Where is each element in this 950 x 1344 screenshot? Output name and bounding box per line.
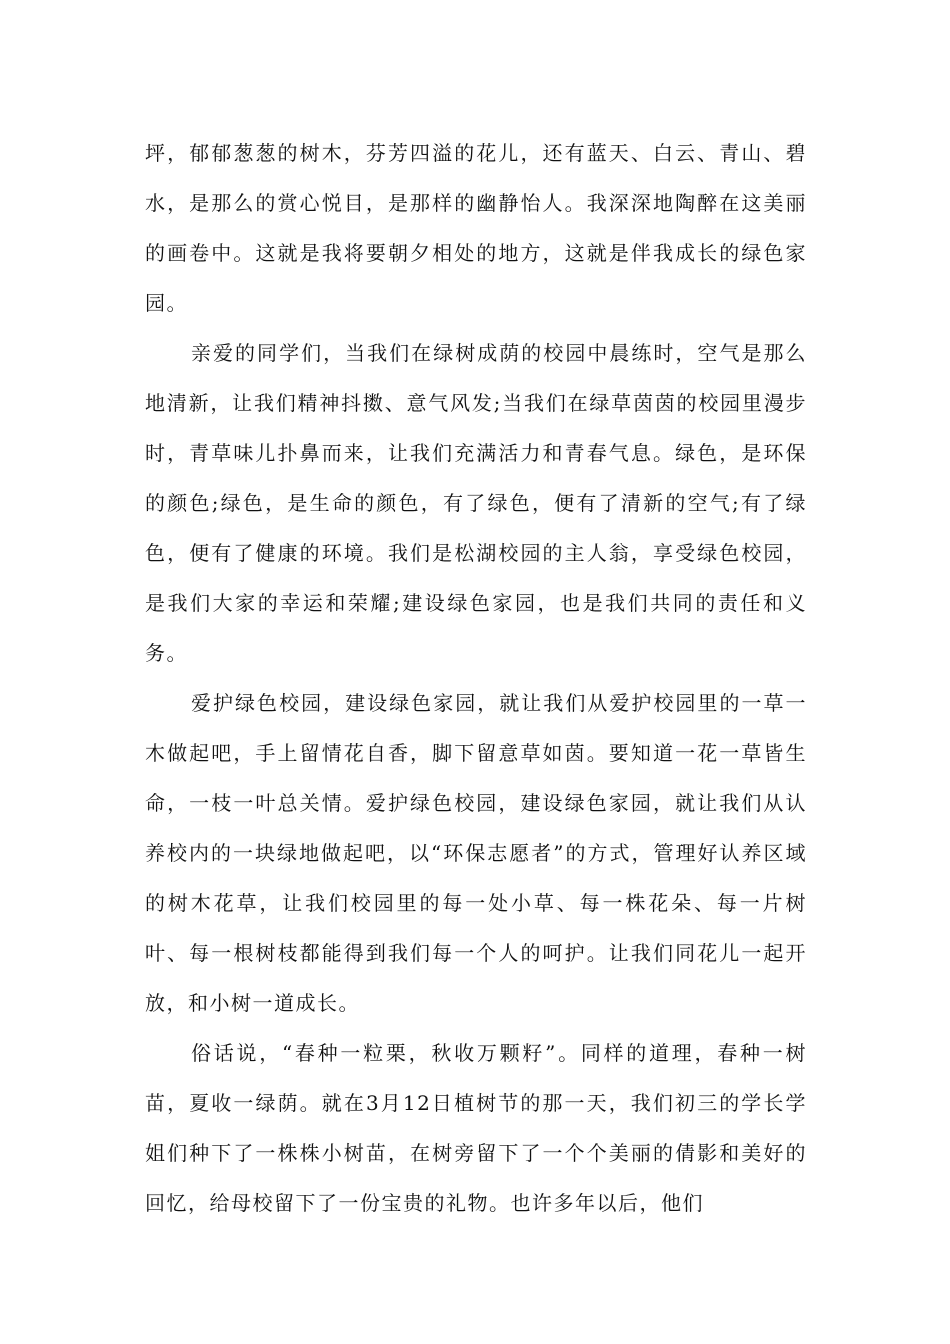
paragraph-3: 爱护绿色校园，建设绿色家园，就让我们从爱护校园里的一草一木做起吧，手上留情花自香，脚下留意草如茵。要知道一花一草皆生命，一枝一叶总关情。爱护绿色校园，建设绿色家园，就让我们从认养校内的一块绿地做起吧，以“环保志愿者”的方式，管理好认养区域的树木花草，让我们校园里的每一处小草、每一株花朵、每一片树叶、每一根树枝都能得到我们每一个人的呵护。让我们同花儿一起开放，和小树一道成长。 [145,691,807,1015]
paragraph-4: 俗话说，“春种一粒栗，秋收万颗籽”。同样的道理，春种一树苗，夏收一绿荫。就在3月12日植树节的那一天，我们初三的学长学姐们种下了一株株小树苗，在树旁留下了一个个美丽的倩影和美好的回忆，给母校留下了一份宝贵的礼物。也许多年以后，他们 [145,1041,807,1215]
paragraph-1: 坪，郁郁葱葱的树木，芬芳四溢的花儿，还有蓝天、白云、青山、碧水，是那么的赏心悦目，是那样的幽静怡人。我深深地陶醉在这美丽的画卷中。这就是我将要朝夕相处的地方，这就是伴我成长的绿色家园。 [145,141,807,315]
document-body [145,128,807,1228]
paragraph-2: 亲爱的同学们，当我们在绿树成荫的校园中晨练时，空气是那么地清新，让我们精神抖擞、意气风发;当我们在绿草茵茵的校园里漫步时，青草味儿扑鼻而来，让我们充满活力和青春气息。绿色，是环保的颜色;绿色，是生命的颜色，有了绿色，便有了清新的空气;有了绿色，便有了健康的环境。我们是松湖校园的主人翁，享受绿色校园，是我们大家的幸运和荣耀;建设绿色家园，也是我们共同的责任和义务。 [145,341,807,665]
